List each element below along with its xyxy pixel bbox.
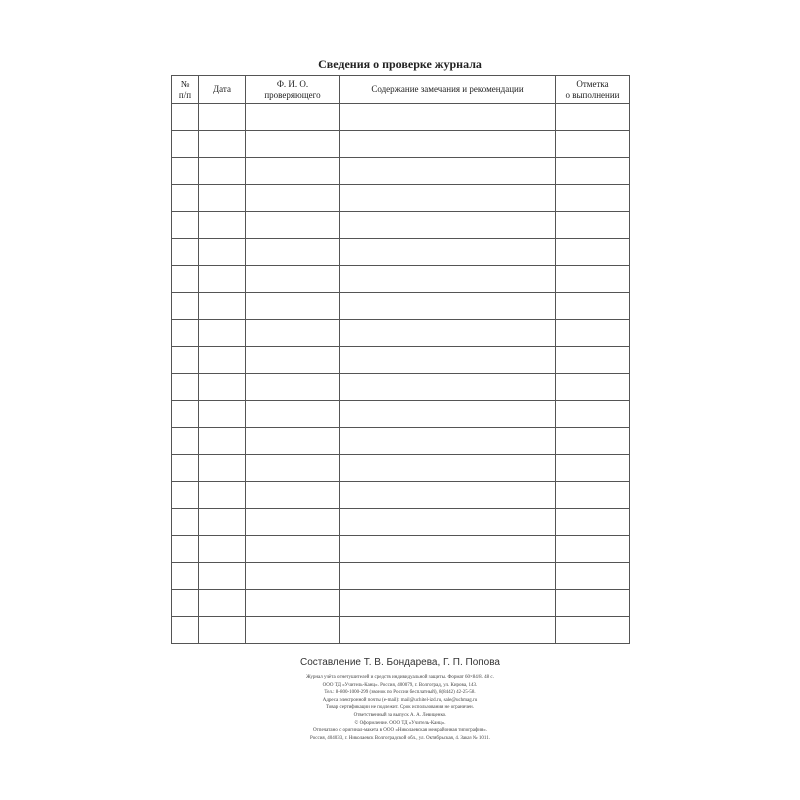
table-cell bbox=[199, 509, 246, 536]
table-cell bbox=[199, 320, 246, 347]
table-cell bbox=[199, 374, 246, 401]
table-cell bbox=[172, 239, 199, 266]
table-cell bbox=[199, 131, 246, 158]
table-row bbox=[172, 536, 630, 563]
table-cell bbox=[556, 401, 630, 428]
table-cell bbox=[172, 482, 199, 509]
table-row bbox=[172, 266, 630, 293]
table-cell bbox=[199, 401, 246, 428]
table-cell bbox=[556, 563, 630, 590]
table-cell bbox=[246, 266, 340, 293]
table-cell bbox=[246, 131, 340, 158]
table-cell bbox=[340, 320, 556, 347]
table-row bbox=[172, 239, 630, 266]
table-cell bbox=[172, 212, 199, 239]
table-cell bbox=[246, 617, 340, 644]
composed-by: Составление Т. В. Бондарева, Г. П. Попова bbox=[300, 657, 500, 668]
table-row bbox=[172, 509, 630, 536]
table-cell bbox=[246, 347, 340, 374]
table-cell bbox=[199, 104, 246, 131]
table-row bbox=[172, 131, 630, 158]
table-row bbox=[172, 320, 630, 347]
table-cell bbox=[246, 239, 340, 266]
table-cell bbox=[340, 131, 556, 158]
table-cell bbox=[340, 293, 556, 320]
table-cell bbox=[246, 428, 340, 455]
table-cell bbox=[340, 401, 556, 428]
table-cell bbox=[556, 374, 630, 401]
table-cell bbox=[172, 590, 199, 617]
imprint-line: ООО ТД «Учитель-Канц». Россия, 400079, г. Волгоград, ул. Кирова, 143. bbox=[322, 682, 478, 688]
table-row bbox=[172, 374, 630, 401]
table-cell bbox=[556, 158, 630, 185]
table-cell bbox=[172, 536, 199, 563]
table-cell bbox=[172, 104, 199, 131]
table-cell bbox=[199, 239, 246, 266]
table-cell bbox=[199, 212, 246, 239]
table-cell bbox=[246, 374, 340, 401]
table-cell bbox=[556, 104, 630, 131]
table-cell bbox=[246, 212, 340, 239]
table-cell bbox=[556, 509, 630, 536]
table-cell bbox=[172, 455, 199, 482]
table-cell bbox=[556, 428, 630, 455]
table-cell bbox=[340, 536, 556, 563]
table-cell bbox=[172, 185, 199, 212]
table-cell bbox=[340, 509, 556, 536]
table-cell bbox=[246, 293, 340, 320]
table-row bbox=[172, 104, 630, 131]
table-cell bbox=[340, 482, 556, 509]
imprint-line: Тел.: 8-800-1000-299 (звонок по России бесплатный), 8(8442) 42-25-58. bbox=[324, 690, 476, 696]
table-cell bbox=[172, 131, 199, 158]
table-cell bbox=[340, 590, 556, 617]
table-row bbox=[172, 482, 630, 509]
table-cell bbox=[340, 347, 556, 374]
imprint-block bbox=[0, 674, 800, 742]
table-cell bbox=[340, 563, 556, 590]
table-cell bbox=[199, 563, 246, 590]
header-completion-mark: Отметка о выполнении bbox=[556, 76, 630, 104]
table-cell bbox=[199, 590, 246, 617]
table-row bbox=[172, 428, 630, 455]
table-cell bbox=[246, 536, 340, 563]
table-cell bbox=[340, 185, 556, 212]
table-cell bbox=[340, 428, 556, 455]
table-cell bbox=[246, 320, 340, 347]
table-cell bbox=[246, 509, 340, 536]
table-cell bbox=[556, 212, 630, 239]
table-cell bbox=[556, 455, 630, 482]
table-cell bbox=[172, 563, 199, 590]
table-cell bbox=[172, 617, 199, 644]
table-cell bbox=[556, 536, 630, 563]
table-cell bbox=[556, 239, 630, 266]
table-cell bbox=[340, 266, 556, 293]
table-cell bbox=[556, 590, 630, 617]
table-header-row bbox=[172, 76, 630, 104]
table-cell bbox=[172, 428, 199, 455]
table-cell bbox=[556, 617, 630, 644]
table-row bbox=[172, 158, 630, 185]
table-row bbox=[172, 455, 630, 482]
table-cell bbox=[246, 104, 340, 131]
table-cell bbox=[199, 293, 246, 320]
header-inspector-name: Ф. И. О. проверяющего bbox=[246, 76, 340, 104]
table-row bbox=[172, 347, 630, 374]
table-cell bbox=[340, 617, 556, 644]
table-cell bbox=[199, 536, 246, 563]
imprint-line: Отпечатано с оригинал-макета в ООО «Николаевская межрайонная типография». bbox=[313, 728, 487, 734]
table-cell bbox=[172, 347, 199, 374]
table-row bbox=[172, 590, 630, 617]
inspection-log-table bbox=[171, 75, 630, 644]
table-cell bbox=[556, 482, 630, 509]
table-cell bbox=[340, 104, 556, 131]
imprint-line: Ответственный за выпуск А. А. Левиценко. bbox=[353, 712, 447, 718]
table-cell bbox=[246, 563, 340, 590]
table-cell bbox=[199, 455, 246, 482]
table-cell bbox=[199, 158, 246, 185]
table-row bbox=[172, 212, 630, 239]
imprint-line: Адреса электронной почты (e-mail): mail@uchitel-izd.ru, sale@uchmag.ru bbox=[322, 697, 478, 703]
table-cell bbox=[340, 239, 556, 266]
table-cell bbox=[246, 590, 340, 617]
table-row bbox=[172, 401, 630, 428]
table-cell bbox=[199, 617, 246, 644]
table-cell bbox=[246, 482, 340, 509]
imprint-line: Россия, 404033, г. Николаевск Волгоградской обл., ул. Октябрьская, 4. Заказ № 1011. bbox=[310, 735, 490, 741]
table-row bbox=[172, 563, 630, 590]
table-row bbox=[172, 185, 630, 212]
table-cell bbox=[172, 320, 199, 347]
table-cell bbox=[199, 428, 246, 455]
header-remarks: Содержание замечания и рекомендации bbox=[340, 76, 556, 104]
table-cell bbox=[172, 158, 199, 185]
imprint-line: Товар сертификации не подлежит. Срок использования не ограничен. bbox=[326, 705, 474, 711]
table-cell bbox=[556, 266, 630, 293]
table-cell bbox=[556, 131, 630, 158]
table-cell bbox=[199, 266, 246, 293]
table-cell bbox=[340, 212, 556, 239]
table-cell bbox=[340, 158, 556, 185]
header-number: № п/п bbox=[172, 76, 199, 104]
table-cell bbox=[199, 347, 246, 374]
table-cell bbox=[172, 509, 199, 536]
table-cell bbox=[199, 482, 246, 509]
table-cell bbox=[246, 158, 340, 185]
table-cell bbox=[246, 401, 340, 428]
page-title: Сведения о проверке журнала bbox=[318, 57, 482, 71]
table-cell bbox=[246, 455, 340, 482]
imprint-line: Журнал учёта огнетушителей и средств индивидуальной защиты. Формат 60×84/8. 48 с. bbox=[306, 675, 494, 680]
imprint-line: © Оформление. ООО ТД «Учитель-Канц». bbox=[354, 720, 446, 726]
table-cell bbox=[340, 374, 556, 401]
table-cell bbox=[199, 185, 246, 212]
table-cell bbox=[172, 293, 199, 320]
table-cell bbox=[340, 455, 556, 482]
table-cell bbox=[172, 266, 199, 293]
header-date: Дата bbox=[199, 76, 246, 104]
table-cell bbox=[556, 293, 630, 320]
table-row bbox=[172, 293, 630, 320]
table-cell bbox=[556, 185, 630, 212]
table-cell bbox=[172, 374, 199, 401]
table-cell bbox=[556, 320, 630, 347]
table-cell bbox=[172, 401, 199, 428]
table-row bbox=[172, 617, 630, 644]
table-cell bbox=[556, 347, 630, 374]
table-cell bbox=[246, 185, 340, 212]
